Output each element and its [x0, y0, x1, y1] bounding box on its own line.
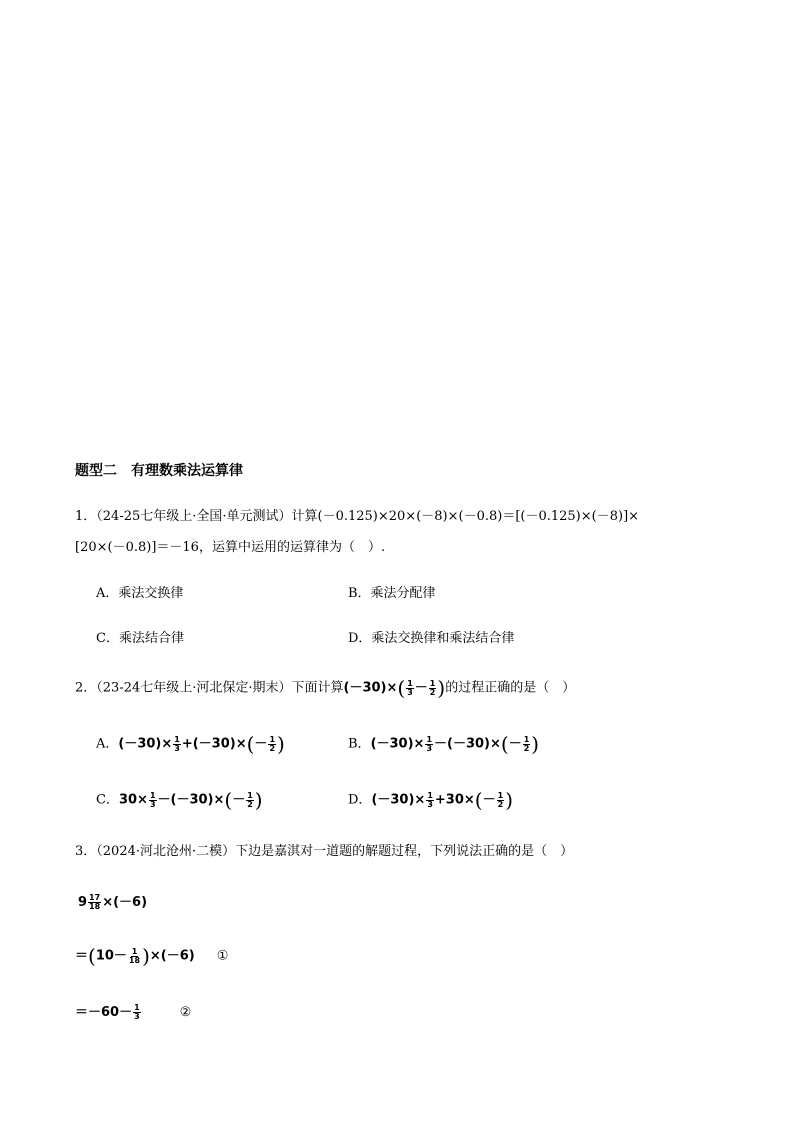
fraction: $\frac{1}{2}$ [247, 790, 253, 809]
fraction: $\frac{1}{3}$ [149, 790, 156, 809]
q1-option-c[interactable]: C．乘法结合律 [96, 631, 184, 646]
fraction: $\frac{1}{2}$ [523, 734, 530, 753]
paren-open: ( [397, 676, 406, 700]
q3-step-2: ＝－60－ $\frac{1}{3}$ ② [75, 1003, 192, 1021]
q3-stem: 3．（2024·河北沧州·二模）下边是嘉淇对一道题的解题过程，下列说法正确的是（ ） [75, 844, 574, 859]
q3-step-1: ＝(10－ $\frac{1}{18}$ )×(－6) ① [75, 944, 229, 968]
q2-option-a[interactable]: A．(－30)× $\frac{1}{3}$ +(－30)×(－ $\frac{1}{2}$ ) [96, 732, 285, 756]
paren-close: ) [437, 676, 446, 700]
q1-stem-line2: [20×(－0.8)]＝－16，运算中运用的运算律为（ ）. [75, 540, 386, 555]
fraction: $\frac{1}{18}$ [128, 946, 141, 965]
q2-stem-prefix: 2．（23-24七年级上·河北保定·期末）下面计算 [75, 680, 344, 696]
fraction: $\frac{1}{3}$ [174, 734, 180, 753]
q2-option-d[interactable]: D．(－30)× $\frac{1}{3}$ +30×(－ $\frac{1}{2}$ ) [348, 788, 513, 812]
fraction: $\frac{1}{2}$ [269, 734, 276, 753]
q2-stem [75, 678, 575, 699]
fraction: $\frac{1}{3}$ [426, 734, 433, 753]
fraction: $\frac{1}{2}$ [497, 790, 504, 809]
q2-stem-suffix: 的过程正确的是（ ） [445, 680, 576, 696]
fraction: $\frac{1}{3}$ [407, 678, 413, 697]
q2-stem-expr: (－30)× [343, 680, 398, 696]
q1-option-d[interactable]: D．乘法交换律和乘法结合律 [348, 631, 515, 646]
fraction: $\frac{1}{3}$ [134, 1003, 140, 1021]
step-marker-2: ② [179, 1005, 192, 1020]
fraction: $\frac{1}{3}$ [427, 790, 433, 809]
q3-step-0: 9 $\frac{17}{18}$ ×(－6) [78, 893, 148, 911]
fraction: $\frac{1}{2}$ [429, 678, 436, 697]
q1-option-b[interactable]: B．乘法分配律 [348, 586, 436, 601]
q2-option-c[interactable]: C．30× $\frac{1}{3}$ －(－30)×(－ $\frac{1}{2}$ ) [96, 788, 263, 812]
q1-option-a[interactable]: A．乘法交换律 [96, 586, 184, 601]
step-marker-1: ① [216, 948, 229, 964]
minus-sign: － [414, 680, 428, 696]
section-title: 题型二 有理数乘法运算律 [75, 463, 243, 479]
q1-stem-line1: 1．（24-25七年级上·全国·单元测试）计算(－0.125)×20×(－8)×(－0.8)＝[(－0.125)×(－8)]× [75, 509, 640, 524]
q2-option-b[interactable]: B．(－30)× $\frac{1}{3}$ －(－30)×(－ $\frac{1}{2}$ ) [348, 732, 540, 756]
fraction: $\frac{17}{18}$ [89, 893, 101, 911]
